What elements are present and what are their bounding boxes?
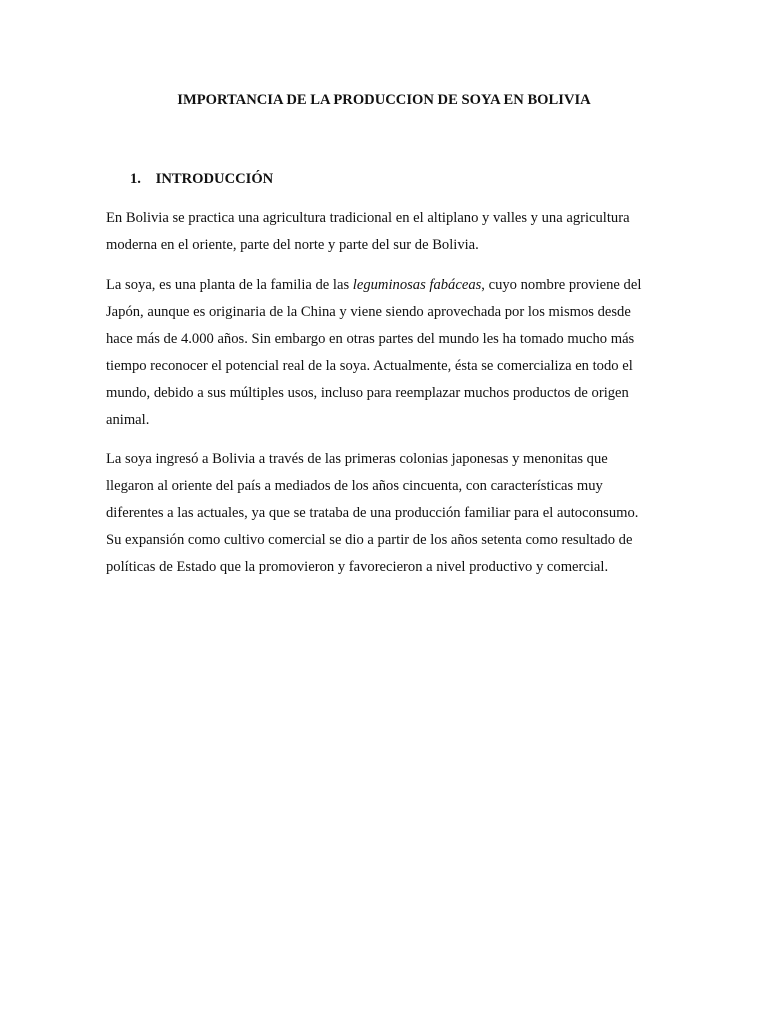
paragraph-line: Su expansión como cultivo comercial se dio a partir de los años setenta como resultado de xyxy=(106,532,633,548)
section-number: 1. xyxy=(130,171,141,187)
paragraph-line: La soya ingresó a Bolivia a través de las primeras colonias japonesas y menonitas que xyxy=(106,451,608,467)
text-run: La soya, es una planta de la familia de las xyxy=(106,277,353,293)
paragraph-soy-history xyxy=(106,446,662,581)
document-title: IMPORTANCIA DE LA PRODUCCION DE SOYA EN BOLIVIA xyxy=(177,92,591,108)
paragraph-line xyxy=(106,272,662,299)
paragraph-line: hace más de 4.000 años. Sin embargo en otras partes del mundo les ha tomado mucho más xyxy=(106,331,635,347)
paragraph-soy-description xyxy=(106,272,662,434)
paragraph-line: tiempo reconocer el potencial real de la soya. Actualmente, ésta se comercializa en todo el xyxy=(106,358,633,374)
text-run: , cuyo nombre proviene del xyxy=(481,277,642,293)
section-title: INTRODUCCIÓN xyxy=(155,171,274,187)
paragraph-line: políticas de Estado que la promovieron y favorecieron a nivel productivo y comercial. xyxy=(106,559,609,575)
paragraph-line: animal. xyxy=(106,412,150,428)
paragraph-line: En Bolivia se practica una agricultura tradicional en el altiplano y valles y una agricultura xyxy=(106,210,630,226)
paragraph-line: moderna en el oriente, parte del norte y parte del sur de Bolivia. xyxy=(106,237,479,253)
italic-term: leguminosas fabáceas xyxy=(352,277,482,293)
paragraph-line: llegaron al oriente del país a mediados de los años cincuenta, con características muy xyxy=(106,478,603,494)
paragraph-line: mundo, debido a sus múltiples usos, incluso para reemplazar muchos productos de origen xyxy=(106,385,629,401)
paragraph-line: diferentes a las actuales, ya que se trataba de una producción familiar para el autoconsumo. xyxy=(106,505,639,521)
section-heading xyxy=(130,171,273,188)
paragraph-line: Japón, aunque es originaria de la China y viene siendo aprovechada por los mismos desde xyxy=(106,304,631,320)
paragraph-introduction xyxy=(106,205,662,259)
